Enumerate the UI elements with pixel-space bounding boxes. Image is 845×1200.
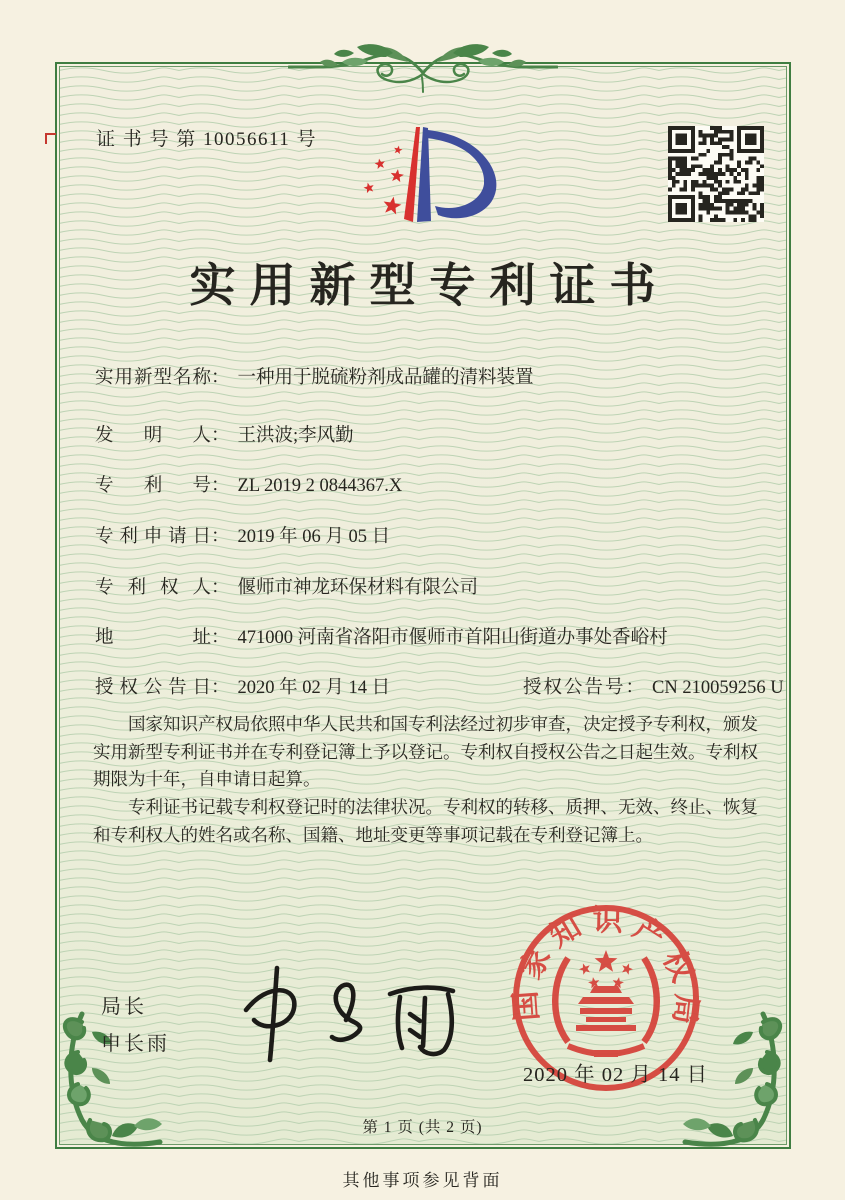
field-label: 授权公告号 bbox=[523, 678, 626, 698]
field-value: 2020 年 02 月 14 日 bbox=[237, 678, 391, 698]
cnipa-logo bbox=[330, 118, 530, 240]
page-number: 第 1 页 (共 2 页) bbox=[362, 1119, 483, 1136]
red-registration-mark bbox=[45, 133, 56, 144]
back-side-note: 其他事项参见背面 bbox=[342, 1171, 503, 1190]
field-label: 授权公告日 bbox=[95, 678, 211, 698]
field-label: 专利申请日 bbox=[95, 527, 211, 547]
legal-paragraph-2: 专利证书记载专利权登记时的法律状况。专利权的转移、质押、无效、终止、恢复和专利权人的姓名或名称、国籍、地址变更等事项记载在专利登记簿上。 bbox=[93, 796, 758, 845]
field-value: 偃师市神龙环保材料有限公司 bbox=[237, 578, 479, 598]
field-inventors: 发明人： 王洪波;李风勤 bbox=[95, 421, 354, 447]
certificate-number: 证 书 号 第 10056611 号 bbox=[96, 129, 318, 150]
certificate-title: 实用新型专利证书 bbox=[189, 260, 670, 311]
field-label: 专利号 bbox=[95, 476, 211, 496]
officer-name: 申长雨 bbox=[101, 1033, 170, 1055]
field-value: CN 210059256 U bbox=[652, 678, 784, 698]
field-label: 发明人 bbox=[95, 426, 211, 446]
field-label: 专利权人 bbox=[95, 578, 211, 598]
field-address: 地址： 471000 河南省洛阳市偃师市首阳山街道办事处香峪村 bbox=[95, 623, 668, 649]
field-patent-number: 专利号： ZL 2019 2 0844367.X bbox=[95, 471, 402, 497]
field-value: 2019 年 06 月 05 日 bbox=[237, 527, 391, 547]
field-grant-number: 授权公告号： CN 210059256 U bbox=[523, 678, 784, 698]
field-label: 地址 bbox=[95, 628, 211, 648]
seal-text: 国家知识产权局 bbox=[509, 904, 704, 1026]
field-value: 王洪波;李风勤 bbox=[237, 426, 354, 446]
officer-title: 局长 bbox=[101, 996, 147, 1018]
legal-text bbox=[93, 711, 758, 849]
field-value: ZL 2019 2 0844367.X bbox=[237, 476, 403, 496]
signature bbox=[222, 962, 457, 1067]
field-filing-date: 专利申请日： 2019 年 06 月 05 日 bbox=[95, 522, 390, 548]
field-utility-model-name: 实用新型名称： 一种用于脱硫粉剂成品罐的清料装置 bbox=[95, 363, 534, 389]
qr-code bbox=[668, 126, 764, 222]
national-emblem bbox=[555, 950, 657, 1057]
logo-blue-spire bbox=[417, 127, 431, 222]
field-label: 实用新型名称 bbox=[95, 368, 211, 388]
logo-p-bowl bbox=[426, 130, 496, 218]
legal-paragraph-1: 国家知识产权局依照中华人民共和国专利法经过初步审查，决定授予专利权，颁发实用新型专利证书并在专利登记簿上予以登记。专利权自授权公告之日起生效。专利权期限为十年，自申请日起算。 bbox=[93, 714, 758, 790]
seal-date: 2020 年 02 月 14 日 bbox=[523, 1064, 709, 1086]
field-value: 471000 河南省洛阳市偃师市首阳山街道办事处香峪村 bbox=[237, 628, 668, 648]
field-patentee: 专利权人： 偃师市神龙环保材料有限公司 bbox=[95, 573, 478, 599]
logo-red-spire bbox=[404, 127, 420, 222]
field-value: 一种用于脱硫粉剂成品罐的清料装置 bbox=[237, 368, 534, 388]
field-grant-date: 授权公告日： 2020 年 02 月 14 日 授权公告号： CN 210059256 U bbox=[95, 673, 755, 699]
